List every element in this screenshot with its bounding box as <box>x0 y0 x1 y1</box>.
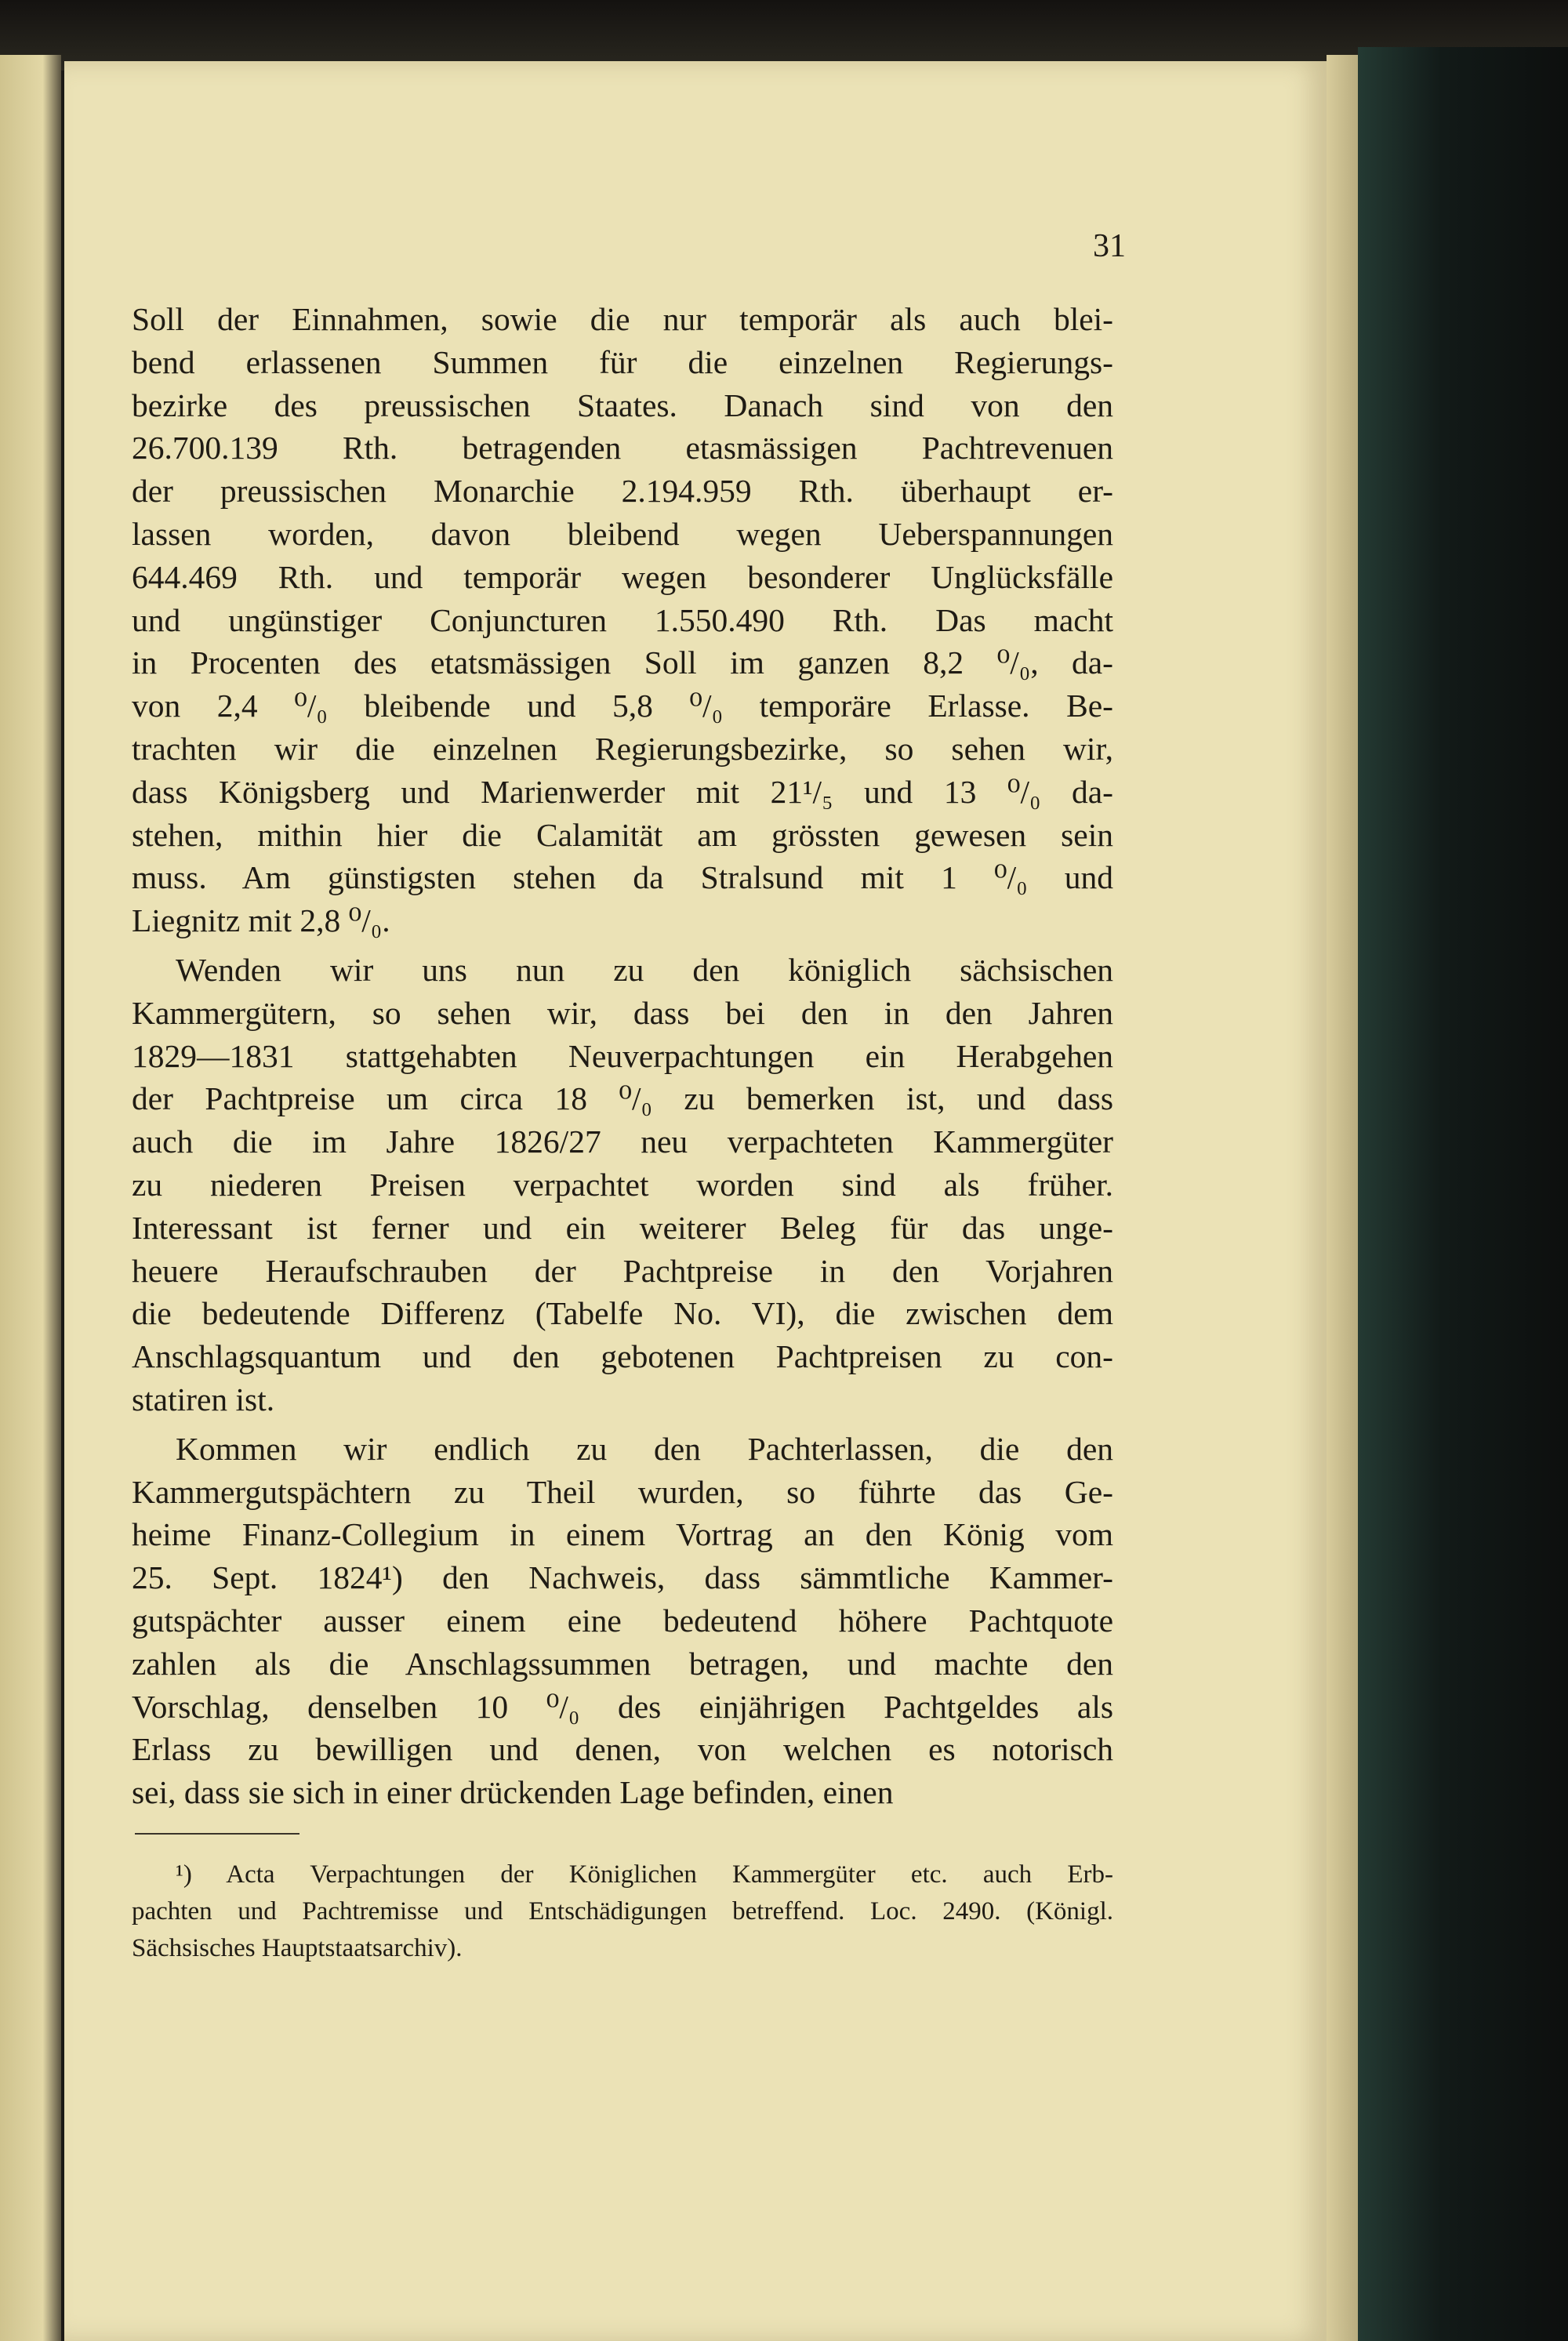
text-line: heuere Heraufschrauben der Pachtpreise in den Vorjahren <box>132 1252 1113 1289</box>
body-text <box>132 298 1113 1820</box>
text-line: stehen, mithin hier die Calamität am grössten gewesen sein <box>132 816 1113 853</box>
text-line: dass Königsberg und Marienwerder mit 21¹/₅ und 13 ⁰/₀ da- <box>132 773 1113 810</box>
page-number: 31 <box>1093 228 1126 264</box>
facing-page-edge <box>0 55 61 2341</box>
page-edges <box>1327 55 1358 2341</box>
text-line: statiren ist. <box>132 1381 275 1417</box>
text-line: Kommen wir endlich zu den Pachterlassen, die den <box>176 1430 1113 1467</box>
text-line: Vorschlag, denselben 10 ⁰/₀ des einjährigen Pachtgeldes als <box>132 1688 1113 1725</box>
text-line: der preussischen Monarchie 2.194.959 Rth. überhaupt er- <box>132 473 1113 510</box>
footnote <box>132 1856 1113 1967</box>
text-line: Sächsisches Hauptstaatsarchiv). <box>132 1934 463 1962</box>
book-cover-edge <box>1358 47 1568 2341</box>
text-line: pachten und Pachtremisse und Entschädigungen betreffend. Loc. 2490. (Königl. <box>132 1897 1113 1925</box>
footnote-separator <box>135 1833 299 1835</box>
text-line: 25. Sept. 1824¹) den Nachweis, dass sämmtliche Kammer- <box>132 1559 1113 1596</box>
text-line: heime Finanz-Collegium in einem Vortrag an den König vom <box>132 1516 1113 1553</box>
text-line: bezirke des preussischen Staates. Danach sind von den <box>132 387 1113 423</box>
text-line: 1829—1831 stattgehabten Neuverpachtungen ein Herabgehen <box>132 1037 1113 1074</box>
text-line: sei, dass sie sich in einer drückenden Lage befinden, einen <box>132 1774 894 1811</box>
paragraph <box>132 298 1113 942</box>
text-line: auch die im Jahre 1826/27 neu verpachteten Kammergüter <box>132 1123 1113 1160</box>
text-line: muss. Am günstigsten stehen da Stralsund mit 1 ⁰/₀ und <box>132 859 1113 896</box>
text-line: Kammergutspächtern zu Theil wurden, so führte das Ge- <box>132 1473 1113 1510</box>
text-line: zu niederen Preisen verpachtet worden sind als früher. <box>132 1166 1113 1203</box>
text-line: ¹) Acta Verpachtungen der Königlichen Kammergüter etc. auch Erb- <box>176 1860 1113 1889</box>
text-line: zahlen als die Anschlagssummen betragen, und machte den <box>132 1645 1113 1682</box>
text-line: die bedeutende Differenz (Tabelfe No. VI), die zwischen dem <box>132 1295 1113 1332</box>
text-line: Erlass zu bewilligen und denen, von welchen es notorisch <box>132 1731 1113 1768</box>
text-line: trachten wir die einzelnen Regierungsbezirke, so sehen wir, <box>132 730 1113 767</box>
text-line: Soll der Einnahmen, sowie die nur temporär als auch blei- <box>132 301 1113 337</box>
text-line: Interessant ist ferner und ein weiterer Beleg für das unge- <box>132 1209 1113 1246</box>
text-line: Kammergütern, so sehen wir, dass bei den in den Jahren <box>132 994 1113 1031</box>
text-line: gutspächter ausser einem eine bedeutend höhere Pachtquote <box>132 1602 1113 1639</box>
text-line: Anschlagsquantum und den gebotenen Pachtpreisen zu con- <box>132 1338 1113 1375</box>
text-line: 26.700.139 Rth. betragenden etasmässigen Pachtrevenuen <box>132 430 1113 466</box>
text-line: der Pachtpreise um circa 18 ⁰/₀ zu bemerken ist, und dass <box>132 1080 1113 1117</box>
footnotes <box>132 1856 1113 1973</box>
paragraph <box>132 1428 1113 1814</box>
text-line: Wenden wir uns nun zu den königlich sächsischen <box>176 951 1113 988</box>
text-line: Liegnitz mit 2,8 ⁰/₀. <box>132 902 390 939</box>
text-line: 644.469 Rth. und temporär wegen besonderer Unglücksfälle <box>132 558 1113 595</box>
text-line: lassen worden, davon bleibend wegen Ueberspannungen <box>132 515 1113 552</box>
text-line: und ungünstiger Conjuncturen 1.550.490 Rth. Das macht <box>132 601 1113 638</box>
text-line: von 2,4 ⁰/₀ bleibende und 5,8 ⁰/₀ temporäre Erlasse. Be- <box>132 688 1113 724</box>
text-line: bend erlassenen Summen für die einzelnen Regierungs- <box>132 343 1113 380</box>
text-line: in Procenten des etatsmässigen Soll im ganzen 8,2 ⁰/₀, da- <box>132 644 1113 681</box>
paragraph <box>132 949 1113 1421</box>
